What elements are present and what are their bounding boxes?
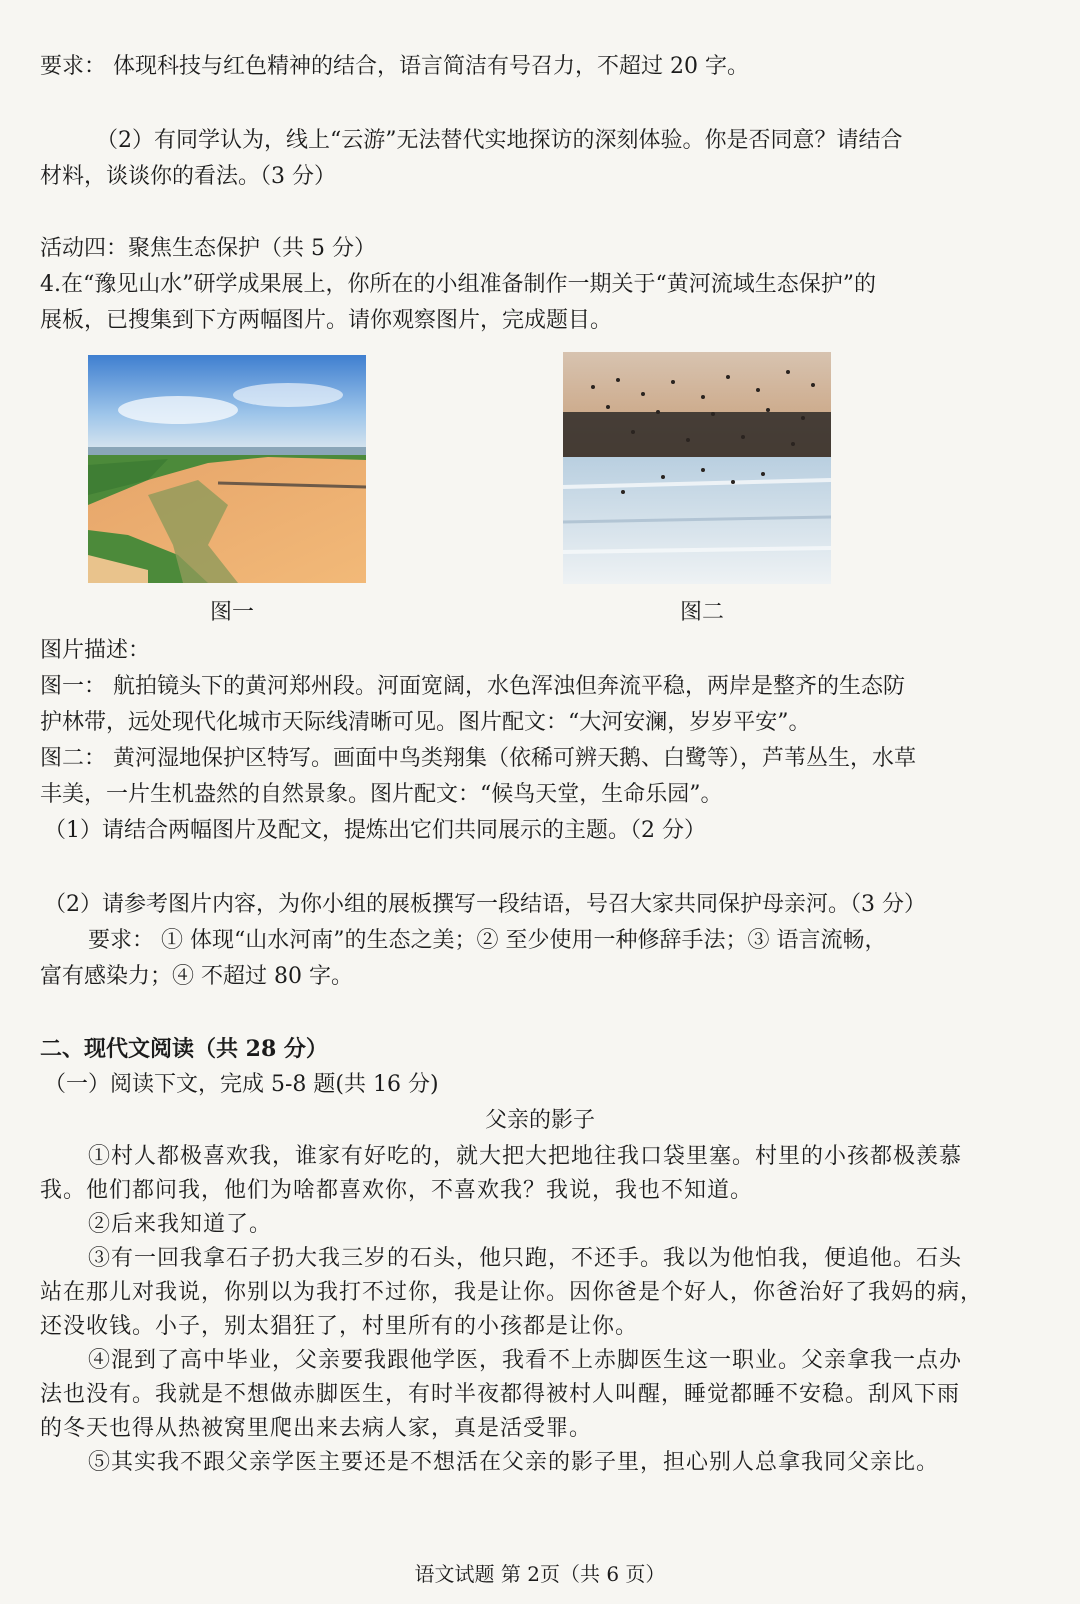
wetland-birds-image bbox=[563, 352, 831, 584]
paragraph-1-line-1: ①村人都极喜欢我，谁家有好吃的，就大把大把地往我口袋里塞。村里的小孩都极羡慕 bbox=[88, 1144, 963, 1169]
question-4-line-1: 4.在“豫见山水”研学成果展上，你所在的小组准备制作一期关于“黄河流域生态保护”的 bbox=[40, 272, 876, 297]
figure-1-caption: 图一 bbox=[209, 600, 254, 625]
figure-1-description-line-1: 图一： 航拍镜头下的黄河郑州段。河面宽阔，水色浑浊但奔流平稳，两岸是整齐的生态防 bbox=[40, 674, 905, 699]
question-4-line-2: 展板，已搜集到下方两幅图片。请你观察图片，完成题目。 bbox=[40, 308, 613, 333]
yellow-river-aerial-image bbox=[88, 355, 366, 583]
paragraph-4-line-1: ④混到了高中毕业，父亲要我跟他学医，我看不上赤脚医生这一职业。父亲拿我一点办 bbox=[88, 1348, 963, 1373]
figure-1-photo bbox=[88, 355, 366, 583]
question-3-2-line-2: 材料，谈谈你的看法。（3 分） bbox=[40, 164, 336, 189]
subsection-1-heading: （一）阅读下文，完成 5-8 题(共 16 分) bbox=[44, 1072, 439, 1097]
paragraph-4-line-3: 的冬天也得从热被窝里爬出来去病人家，真是活受罪。 bbox=[40, 1416, 593, 1441]
requirement-line-1: 要求： 体现科技与红色精神的结合，语言简洁有号召力，不超过 20 字。 bbox=[40, 54, 749, 79]
requirement-2-line-1: 要求： ① 体现“山水河南”的生态之美；② 至少使用一种修辞手法；③ 语言流畅， bbox=[88, 928, 887, 953]
paragraph-5: ⑤其实我不跟父亲学医主要还是不想活在父亲的影子里，担心别人总拿我同父亲比。 bbox=[88, 1450, 940, 1475]
paragraph-1-line-2: 我。他们都问我，他们为啥都喜欢你，不喜欢我？我说，我也不知道。 bbox=[40, 1178, 754, 1203]
activity-4-heading: 活动四：聚焦生态保护（共 5 分） bbox=[40, 236, 376, 261]
paragraph-3-line-2: 站在那儿对我说，你别以为我打不过你，我是让你。因你爸是个好人，你爸治好了我妈的病， bbox=[40, 1280, 984, 1305]
page-footer: 语文试题 第 2页（共 6 页） bbox=[414, 1562, 666, 1586]
paragraph-2: ②后来我知道了。 bbox=[88, 1212, 273, 1237]
paragraph-3-line-1: ③有一回我拿石子扔大我三岁的石头，他只跑，不还手。我以为他怕我，便追他。石头 bbox=[88, 1246, 963, 1271]
picture-description-heading: 图片描述： bbox=[40, 638, 151, 663]
figure-2-description-line-1: 图二： 黄河湿地保护区特写。画面中鸟类翔集（依稀可辨天鹅、白鹭等），芦苇丛生，水草 bbox=[40, 746, 916, 771]
paragraph-4-line-2: 法也没有。我就是不想做赤脚医生，有时半夜都得被村人叫醒，睡觉都睡不安稳。刮风下雨 bbox=[40, 1382, 961, 1407]
question-4-1: （1）请结合两幅图片及配文，提炼出它们共同展示的主题。（2 分） bbox=[44, 818, 706, 843]
paragraph-3-line-3: 还没收钱。小子，别太猖狂了，村里所有的小孩都是让你。 bbox=[40, 1314, 639, 1339]
question-3-2-line-1: （2）有同学认为，线上“云游”无法替代实地探访的深刻体验。你是否同意？请结合 bbox=[96, 128, 903, 153]
figure-2-description-line-2: 丰美，一片生机盎然的自然景象。图片配文：“候鸟天堂，生命乐园”。 bbox=[40, 782, 723, 807]
question-4-2: （2）请参考图片内容，为你小组的展板撰写一段结语，号召大家共同保护母亲河。（3 分） bbox=[44, 892, 926, 917]
figure-2-photo bbox=[563, 352, 831, 584]
story-title: 父亲的影子 bbox=[484, 1108, 595, 1133]
figure-2-caption: 图二 bbox=[679, 600, 724, 625]
section-2-heading: 二、现代文阅读（共 28 分） bbox=[40, 1036, 328, 1062]
figure-1-description-line-2: 护林带，远处现代化城市天际线清晰可见。图片配文：“大河安澜，岁岁平安”。 bbox=[40, 710, 811, 735]
requirement-2-line-2: 富有感染力；④ 不超过 80 字。 bbox=[40, 964, 353, 989]
